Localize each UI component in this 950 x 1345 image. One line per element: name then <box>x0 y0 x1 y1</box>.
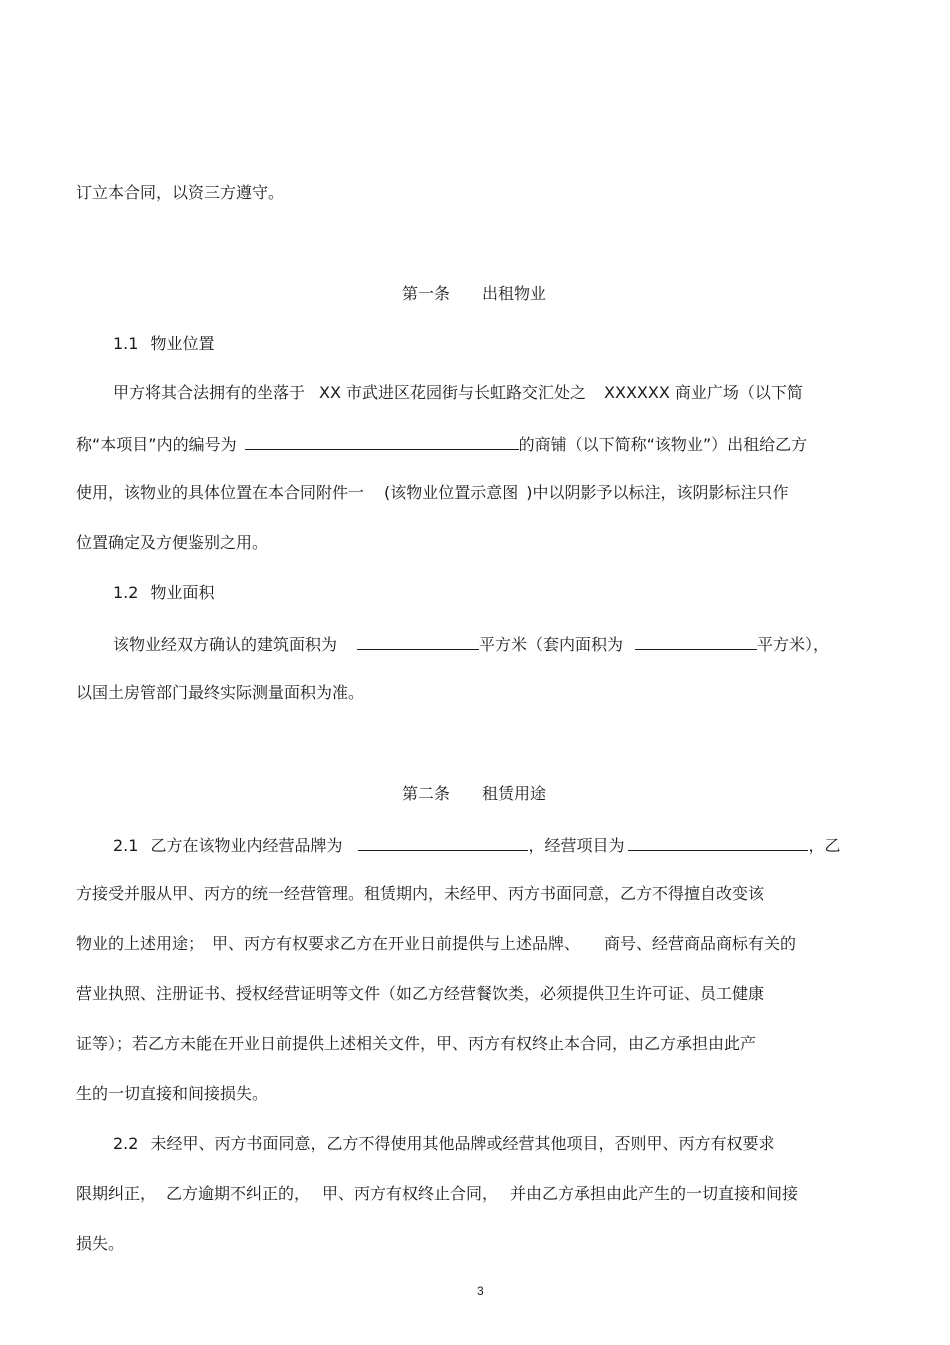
text-segment: 平方米（套内面积为 <box>479 635 624 654</box>
text-segment: )中以阴影予以标注，该阴影标注只作 <box>526 483 789 502</box>
section-1-1-heading <box>113 333 214 355</box>
business-item-blank[interactable] <box>628 833 808 851</box>
text-segment: 甲方将其合法拥有的坐落于 <box>113 383 306 402</box>
shop-number-blank[interactable] <box>245 432 519 450</box>
brand-blank[interactable] <box>358 833 528 851</box>
article1-title: 出租物业 <box>482 284 547 303</box>
text-segment: ，乙 <box>808 836 841 855</box>
text-segment: 平方米）， <box>757 635 830 654</box>
page-number: 3 <box>477 1284 484 1298</box>
text-segment: 使用，该物业的具体位置在本合同附件一 <box>76 483 365 502</box>
section-1-1-label: 1.1 <box>113 334 139 353</box>
text-segment: 乙方逾期不纠正的， <box>166 1184 311 1203</box>
s1-1-line2 <box>76 432 807 456</box>
s2-1-line2: 方接受并服从甲、丙方的统一经营管理。租赁期内，未经甲、丙方书面同意，乙方不得擅自改变该 <box>76 884 765 903</box>
article1-heading <box>402 283 546 305</box>
section-1-1-title: 物业位置 <box>150 334 215 353</box>
building-area-blank[interactable] <box>357 632 479 650</box>
s1-1-line1 <box>113 382 803 404</box>
text-segment: 乙方在该物业内经营品牌为 <box>150 836 343 855</box>
s1-2-line1 <box>113 632 829 656</box>
text-segment: 该物业经双方确认的建筑面积为 <box>113 635 338 654</box>
section-1-2-label: 1.2 <box>113 583 139 602</box>
s2-2-line2 <box>76 1183 798 1205</box>
s2-2-line3: 损失。 <box>76 1234 125 1253</box>
section-1-2-title: 物业面积 <box>150 583 215 602</box>
section-2-2-label: 2.2 <box>113 1134 139 1153</box>
text-segment: 限期纠正， <box>76 1184 157 1203</box>
s2-1-line3 <box>76 933 796 955</box>
intro-tail: 订立本合同，以资三方遵守。 <box>76 183 285 202</box>
s1-2-line2: 以国土房管部门最终实际测量面积为准。 <box>76 683 365 702</box>
text-segment: (该物业位置示意图 <box>384 483 519 502</box>
article2-number: 第二条 <box>402 784 451 803</box>
text-segment: 并由乙方承担由此产生的一切直接和间接 <box>510 1184 799 1203</box>
s2-2-line1 <box>113 1133 774 1155</box>
article2-heading <box>402 783 546 805</box>
s2-1-line4: 营业执照、注册证书、授权经营证明等文件（如乙方经营餐饮类，必须提供卫生许可证、员工健康 <box>76 984 765 1003</box>
s2-1-line5: 证等）；若乙方未能在开业日前提供上述相关文件，甲、丙方有权终止本合同，由乙方承担由此产 <box>76 1034 757 1053</box>
text-segment: 的商铺（以下简称“该物业”）出租给乙方 <box>518 435 808 454</box>
section-1-2-heading <box>113 582 214 604</box>
text-segment: ，经营项目为 <box>528 836 625 855</box>
section-2-1-label: 2.1 <box>113 836 139 855</box>
text-segment: 未经甲、丙方书面同意，乙方不得使用其他品牌或经营其他项目，否则甲、丙方有权要求 <box>150 1134 775 1153</box>
s1-1-line3 <box>76 482 789 504</box>
article1-number: 第一条 <box>402 284 451 303</box>
text-segment: XX 市武进区花园街与长虹路交汇处之 <box>319 383 587 402</box>
text-segment: 甲、丙方有权要求乙方在开业日前提供与上述品牌、 <box>212 934 581 953</box>
text-segment: 称“本项目”内的编号为 <box>76 435 237 454</box>
article2-title: 租赁用途 <box>482 784 547 803</box>
text-segment: 甲、丙方有权终止合同， <box>322 1184 499 1203</box>
s1-1-line4: 位置确定及方便鉴别之用。 <box>76 533 269 552</box>
text-segment: 商号、经营商品商标有关的 <box>604 934 797 953</box>
s2-1-line6: 生的一切直接和间接损失。 <box>76 1084 269 1103</box>
text-segment: 物业的上述用途； <box>76 934 205 953</box>
inner-area-blank[interactable] <box>635 632 757 650</box>
text-segment: XXXXXX 商业广场（以下简 <box>604 383 803 402</box>
s2-1-line1 <box>113 833 841 857</box>
